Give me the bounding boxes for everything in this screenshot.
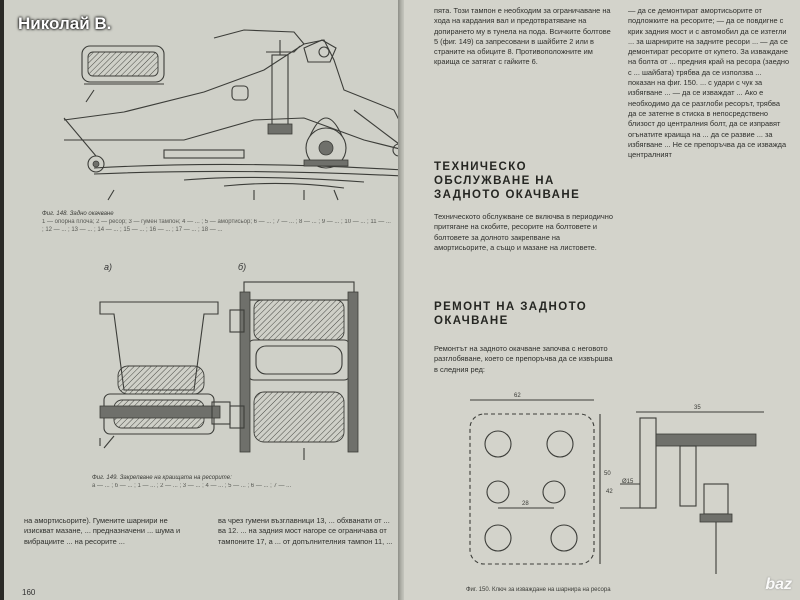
figure-150-tool-drawing <box>404 388 800 588</box>
paragraph-maintenance: Техническото обслужване се включва в периодично притягане на скобите, ресорите на болтовете и болтовете за долното закрепване на амортисьорите, а също и мазане на листовете. <box>434 212 613 252</box>
figure-label-a: а) <box>104 262 113 272</box>
dimension-diameter-15: Ø15 <box>622 479 634 485</box>
right-page <box>404 0 800 600</box>
figure-149-caption: Фиг. 149. Закрепване на краищата на ресорите: <box>92 475 232 481</box>
figure-149-legend: а — ... ; б — ... ; 1 — ... ; 2 — ... ; 3 — ... ; 4 — ... ; 5 — ... ; 6 — ... ; 7 — ... <box>92 483 292 489</box>
body-text-bottom-left <box>24 516 196 547</box>
left-page <box>4 0 403 600</box>
dimension-62: 62 <box>514 393 521 399</box>
heading-repair: РЕМОНТ НА ЗАДНОТО ОКАЧВАНЕ <box>434 301 588 327</box>
body-text-bottom-right <box>218 516 394 547</box>
dimension-35: 35 <box>694 405 701 411</box>
seller-label: Николай В. <box>18 14 112 33</box>
heading-maintenance: ТЕХНИЧЕСКО ОБСЛУЖВАНЕ НА ЗАДНОТО ОКАЧВАНЕ <box>434 161 581 201</box>
paragraph-bottom-left: на амортисьорите). Гумените шарнири не изискват мазане, ... предназначени ... шума и вибрациите ... на ресорите ... <box>24 516 181 546</box>
figure-148-caption-block <box>42 210 392 234</box>
maintenance-text-block <box>434 212 614 253</box>
watermark-logo: baz <box>765 576 792 593</box>
column-1-top-text <box>434 6 614 68</box>
figure-148-rear-suspension-drawing <box>4 0 402 230</box>
figure-149-caption-block <box>92 474 392 490</box>
paragraph-col2: — да се демонтират амортисьорите от подложките на ресорите; — да се повдигне с крик задния мост и с автомобил да се изтегли ... за шарнирите на задните ресори ... — да се демонтират ресорите от купето. За изваждане на болта от ... предния край на ресора (заедно с ... шайбата) трябва да се използва ... показан на фиг. 150. ... с удари с чук за избягване ... — да се изваждат ... Ако е необходимо да се разглоби ресорът, трябва да се затегне в стиска в непосредствено близост до централния болт, да се изправят огънатите краища на ... да се развие ... за избягване ... Не се препоръчва да се изважда централният <box>628 6 790 160</box>
paragraph-bottom-right: ва чрез гумени възглавници 13, ... обхванати от ... ва 12. ... на задния мост нагоре се ограничава от тампоните 17, а ... от допълнителния тампон 11, ... <box>218 516 393 546</box>
dimension-42: 42 <box>606 489 613 495</box>
dimension-50: 50 <box>604 471 611 477</box>
figure-148-legend: 1 — опорна плоча; 2 — ресор; 3 — гумен тампон; 4 — ... ; 5 — амортисьор; 6 — ... ; 7 — ... ; 8 — ... ; 9 — ... ; 10 — ... ; 11 — ... ; 12 — ... ; 13 — ... ; 14 — ... ; 15 — ... ; 16 — ... ; 17 — ... ; 18 — ... <box>42 219 391 233</box>
column-2-text <box>628 6 790 160</box>
paragraph-col1-top: пята. Този тампон е необходим за ограничаване на хода на кардания вал и предотвратяване на допирането му в тунела на пода. Всичките болтове 5 (фиг. 149) са запресовани в шайбите 2 или в страните на обиците 8. Противоположните им краища се затягат с гайките 6. <box>434 6 611 67</box>
paragraph-repair: Ремонтът на задното окачване започва с неговото разглобяване, което се препоръчва да се извършва в следния ред: <box>434 344 613 374</box>
figure-149-spring-end-mounting-drawing <box>4 270 402 480</box>
figure-148-caption: Фиг. 148. Задно окачване <box>42 211 114 217</box>
figure-150-caption: Фиг. 150. Ключ за изваждане на шарнира на ресора <box>466 587 611 593</box>
figure-label-b: б) <box>238 262 247 272</box>
page-number: 160 <box>22 588 36 597</box>
repair-text-block <box>434 344 614 375</box>
dimension-28: 28 <box>522 501 529 507</box>
